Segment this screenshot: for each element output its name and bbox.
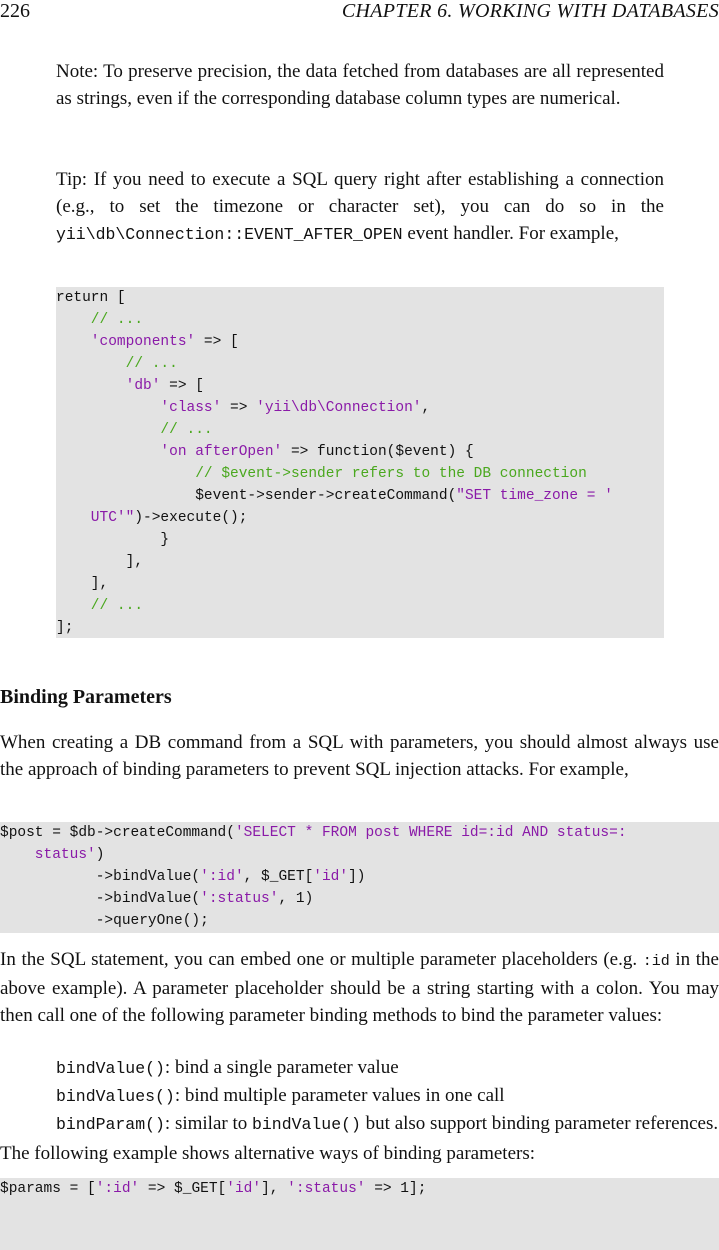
code-token: ->queryOne(); <box>0 913 209 929</box>
code-comment: // ... <box>56 356 178 372</box>
code-line <box>56 397 664 419</box>
code-line <box>56 309 664 331</box>
code-line <box>56 419 664 441</box>
code-comment: // ... <box>56 598 144 614</box>
code-token: $event->sender->createCommand( <box>56 488 457 504</box>
code-line <box>56 463 664 485</box>
page-number: 226 <box>0 0 30 22</box>
code-string: 'yii\db\Connection' <box>256 400 422 416</box>
code-token: ->bindValue( <box>0 891 201 907</box>
code-line <box>0 910 719 932</box>
code-line <box>56 353 664 375</box>
code-string: ':status' <box>287 1181 366 1197</box>
code-token: $post = $db->createCommand( <box>0 825 235 841</box>
intro-paragraph: When creating a DB command from a SQL with parameters, you should almost always use the approach of binding parameters to prevent SQL injection attacks. For example, <box>0 732 719 780</box>
list-item <box>56 1054 719 1082</box>
method-description: : bind multiple parameter values in one call <box>174 1085 505 1106</box>
code-line <box>56 551 664 573</box>
code-string: 'components' <box>56 334 196 350</box>
code-token: , $_GET[ <box>243 869 314 885</box>
tip-inline-code: yii\db\Connection::EVENT_AFTER_OPEN <box>56 225 403 244</box>
code-token: => $_GET[ <box>139 1181 227 1197</box>
method-description: : bind a single parameter value <box>164 1057 399 1078</box>
tip-paragraph <box>56 166 664 248</box>
code-token: => <box>221 400 257 416</box>
code-line <box>0 1178 719 1200</box>
code-token: , <box>421 400 431 416</box>
code-token: } <box>56 532 170 548</box>
code-line <box>56 287 664 309</box>
tip-text-before: Tip: If you need to execute a SQL query right after establishing a connection (e.g., to set the timezone or character set), you can do so in the <box>56 169 664 217</box>
code-string: 'id' <box>226 1181 262 1197</box>
code-string: 'SELECT * FROM post WHERE id=:id AND status=: <box>234 825 627 841</box>
code-token: ]) <box>348 869 366 885</box>
list-item <box>56 1082 719 1110</box>
code-token: ) <box>95 847 105 863</box>
placeholder-text-after: in the above example). A parameter placeholder should be a string starting with a colon. You may then call one of the following parameter binding methods to bind the parameter values: <box>0 949 719 1026</box>
code-string: ':status' <box>200 891 279 907</box>
placeholder-paragraph <box>0 946 719 1029</box>
code-line <box>0 822 719 844</box>
code-string: 'on afterOpen' <box>56 444 283 460</box>
code-block-params <box>0 1178 719 1250</box>
placeholder-text-before: In the SQL statement, you can embed one or multiple parameter placeholders (e.g. <box>0 949 643 970</box>
note-paragraph: Note: To preserve precision, the data fetched from databases are all represented as strings, even if the corresponding database column types are numerical. <box>56 61 664 109</box>
method-name: bindValue() <box>56 1059 165 1078</box>
code-token: ->bindValue( <box>0 869 201 885</box>
code-string: ':id' <box>200 869 244 885</box>
code-string: 'id' <box>313 869 349 885</box>
code-line <box>56 573 664 595</box>
placeholder-inline-code: :id <box>642 953 670 970</box>
code-string: status' <box>0 847 96 863</box>
binding-methods-list <box>56 1054 719 1138</box>
code-line <box>56 441 664 463</box>
code-comment: // $event->sender refers to the DB connection <box>56 466 587 482</box>
chapter-title: CHAPTER 6. WORKING WITH DATABASES <box>341 0 719 22</box>
code-comment: // ... <box>56 422 213 438</box>
code-line <box>56 375 664 397</box>
code-line <box>0 888 719 910</box>
code-token: ], <box>261 1181 288 1197</box>
code-line <box>56 331 664 353</box>
alternative-paragraph: The following example shows alternative ways of binding parameters: <box>0 1143 536 1164</box>
code-token: return [ <box>56 290 126 306</box>
method-description: : similar to <box>164 1113 252 1134</box>
code-string: ':id' <box>95 1181 140 1197</box>
code-token: )->execute(); <box>134 510 248 526</box>
code-token: => [ <box>160 378 204 394</box>
method-name: bindParam() <box>56 1115 165 1134</box>
code-token: $params = [ <box>0 1181 96 1197</box>
code-token: ], <box>56 554 144 570</box>
code-token: => 1]; <box>365 1181 427 1197</box>
code-token: , 1) <box>278 891 314 907</box>
code-block-bind-value <box>0 822 719 933</box>
code-string: 'class' <box>56 400 222 416</box>
section-heading: Binding Parameters <box>0 686 172 708</box>
code-token: => function($event) { <box>282 444 474 460</box>
code-block-after-open <box>56 287 664 638</box>
code-line <box>56 507 664 529</box>
code-line <box>0 866 719 888</box>
code-line <box>56 529 664 551</box>
code-string: UTC'" <box>56 510 135 526</box>
code-line <box>56 595 664 617</box>
code-comment: // ... <box>56 312 144 328</box>
code-line <box>56 485 664 507</box>
method-description-cont: but also support binding parameter references. <box>360 1113 719 1134</box>
method-name: bindValues() <box>56 1087 175 1106</box>
code-token: => [ <box>195 334 239 350</box>
code-line <box>56 617 664 638</box>
running-head <box>0 0 719 24</box>
method-reference: bindValue() <box>252 1115 361 1134</box>
list-item <box>56 1110 719 1138</box>
code-token: ]; <box>56 620 74 636</box>
code-line <box>0 844 719 866</box>
tip-text-after: event handler. For example, <box>402 223 619 244</box>
code-token: ], <box>56 576 109 592</box>
code-string: "SET time_zone = ' <box>456 488 613 504</box>
code-string: 'db' <box>56 378 161 394</box>
